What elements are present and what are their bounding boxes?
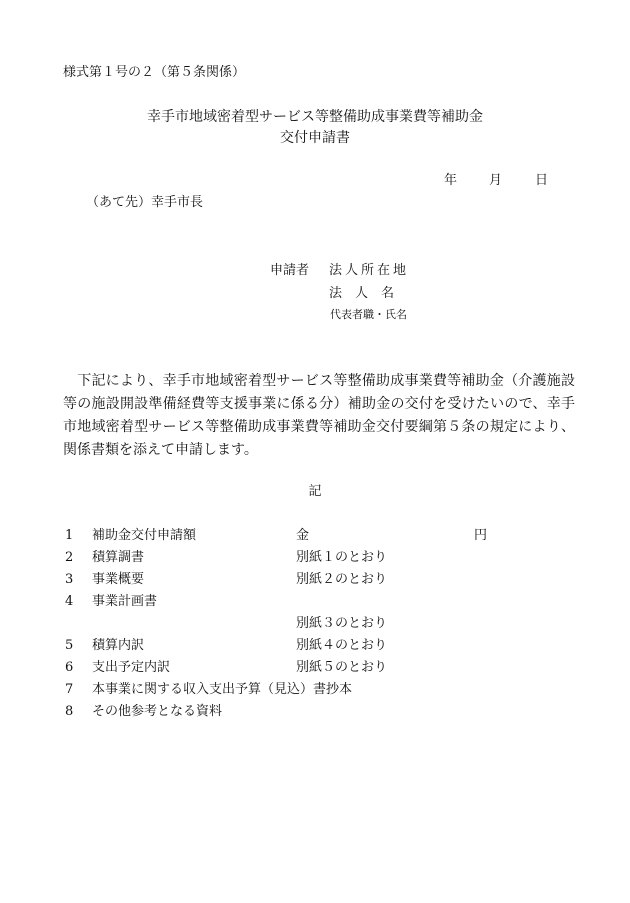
item-label: 支出予定内訳 [92, 660, 171, 675]
item-label: 積算内訳 [92, 638, 145, 653]
date-month-label: 月 [489, 173, 503, 188]
item-number: 8 [65, 704, 74, 719]
date-year-label: 年 [444, 173, 458, 188]
applicant-name-label: 法 人 名 [329, 286, 395, 301]
item-label: 補助金交付申請額 [92, 528, 197, 543]
item-number: 6 [65, 660, 74, 675]
item-label: 積算調書 [92, 550, 145, 565]
application-paragraph: 下記により、幸手市地域密着型サービス等整備助成事業費等補助金（介護施設等の施設開設準備経費等支援事業に係る分）補助金の交付を受けたいので、幸手市地域密着型サービス等整備助成事業費等補助金交付要綱第５条の規定により、関係書類を添えて申請します。 [63, 373, 575, 458]
applicant-label: 申請者 [270, 263, 310, 278]
date-day-label: 日 [535, 173, 549, 188]
item-unit: 円 [474, 528, 488, 543]
item-number: 5 [65, 638, 74, 653]
item-value: 別紙２のとおり [296, 572, 388, 587]
item-number: 3 [65, 572, 74, 587]
ki-heading: 記 [308, 484, 322, 499]
item-value: 別紙５のとおり [296, 660, 388, 675]
item-label: 本事業に関する収入支出予算（見込）書抄本 [92, 682, 353, 697]
item-number: 7 [65, 682, 74, 697]
item-label: 事業概要 [92, 572, 145, 587]
document-title-line2: 交付申請書 [280, 130, 350, 146]
representative-label: 代表者職・氏名 [330, 308, 407, 321]
item-value: 別紙３のとおり [296, 616, 388, 631]
item-label: その他参考となる資料 [92, 704, 223, 719]
item-value: 金 [296, 528, 310, 543]
item-number: 1 [65, 528, 74, 543]
item-number: 2 [65, 550, 74, 565]
item-label: 事業計画書 [92, 594, 158, 609]
item-value: 別紙１のとおり [296, 550, 388, 565]
form-number: 様式第１号の２（第５条関係） [63, 65, 246, 80]
item-number: 4 [65, 594, 74, 609]
applicant-address-label: 法人所在地 [329, 263, 410, 278]
document-title-line1: 幸手市地域密着型サービス等整備助成事業費等補助金 [147, 109, 483, 125]
addressee: （あて先）幸手市長 [86, 195, 204, 210]
item-value: 別紙４のとおり [296, 638, 388, 653]
